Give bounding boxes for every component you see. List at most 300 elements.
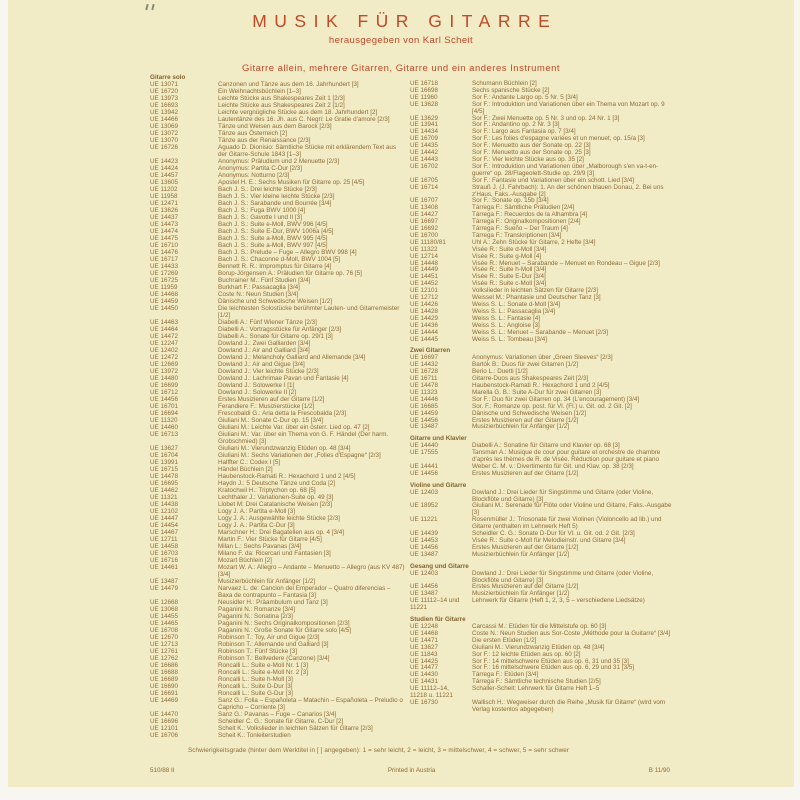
work-title: Bach J. S.: Drei leichte Stücke [2/3]: [218, 186, 317, 193]
catalog-number: UE 16717: [150, 256, 179, 263]
work-title: Scheit K.: Volkslieder in leichten Sätzen für Gitarre [2/3]: [218, 725, 373, 732]
work-title: Visée R.: Suite d-Moll [3/4]: [472, 245, 547, 253]
catalog-number: UE 13972: [150, 368, 179, 375]
work-title: Tänze aus Österreich [2]: [218, 130, 287, 137]
catalog-number: UE 14430: [410, 671, 439, 679]
catalog-entry: [150, 550, 405, 557]
catalog-number: UE 11112–14, 11218 u. 11221: [410, 685, 453, 700]
work-title: Canzonen und Tänze aus dem 16. Jahrhundert [3]: [218, 81, 359, 88]
work-title: Anonymus: Variationen über „Green Sleeves“ [2/3]: [472, 354, 613, 362]
catalog-number: UE 13068: [150, 606, 179, 613]
catalog-number: UE 12248: [410, 622, 439, 630]
catalog-number: UE 17555: [410, 449, 439, 457]
work-title: Narvaez L. de: Cancion del Emperador – Quatro diferencias – Baxa de contrapunto – Fantasia [3]: [218, 585, 391, 599]
catalog-number: UE 18952: [410, 502, 439, 510]
catalog-number: UE 14448: [410, 259, 439, 267]
work-title: Milan L.: Sechs Pavanas [3/4]: [218, 543, 302, 550]
catalog-section: [410, 348, 678, 431]
catalog-number: UE 14464: [150, 326, 179, 333]
work-title: Visée R.: Suite c-Moll für Melodieinstr. und Gitarre [3/4]: [472, 537, 626, 544]
catalog-number: UE 16700: [410, 231, 439, 239]
work-title: Coste N.: Neun Studien aus Sor-Coste „Méthode pour la Guitarre“ [3/4]: [472, 629, 671, 637]
catalog-number: UE 14460: [150, 424, 179, 431]
catalog-number: UE 16716: [150, 557, 179, 564]
catalog-entry: [150, 697, 405, 711]
catalog-entry: [410, 665, 678, 672]
page-header: [8, 0, 794, 74]
catalog-right-column: [410, 74, 678, 739]
work-title: Paganini N.: Sechs Originalkompositionen [2/3]: [218, 620, 350, 627]
catalog-number: UE 14465: [150, 620, 179, 627]
work-title: Milano F. da: Ricercari und Fantasien [3]: [218, 550, 331, 557]
catalog-number: UE 13627: [410, 643, 439, 651]
catalog-entry: [150, 88, 405, 95]
catalog-number: UE 14456: [410, 469, 439, 477]
work-title: Visée R.: Menuet – Sarabande – Menuet en Rondeau – Gigue [2/3]: [472, 259, 660, 267]
work-title: Volkslieder in leichten Sätzen für Gitarre [2/3]: [472, 287, 599, 295]
work-title: Burkhart F.: Passacaglia [3/4]: [218, 284, 300, 291]
work-title: Erstes Musizieren auf der Gitarre [1/2]: [472, 416, 579, 424]
catalog-entry: [410, 102, 678, 116]
work-title: Sor F.: Zwei Menuette op. 5 Nr. 3 und op. 24 Nr. 1 [3]: [472, 114, 620, 122]
work-title: Gitarre-Duos aus Shakespeares Zeit [2/3]: [472, 375, 589, 383]
catalog-entry: [150, 627, 405, 634]
work-title: Logy J. A.: Ausgewählte leichte Stücke [2/3]: [218, 515, 340, 522]
catalog-entry: [150, 144, 405, 158]
work-title: Apostel H. E.: Sechs Musiken für Gitarre op. 25 [4/5]: [218, 179, 365, 186]
catalog-entry: [150, 207, 405, 214]
catalog-number: UE 14472: [150, 333, 179, 340]
work-title: Sor F.: Les folies d'espagne variées et un menuet, op. 15/a [3]: [472, 135, 645, 143]
catalog-number: UE 12761: [150, 648, 179, 655]
work-title: Wallisch H.: Wegweiser durch die Reihe „Musik für Gitarre“ (wird vom Verlag kostenlos abgegeben): [472, 698, 666, 713]
work-title: Musizierbüchlein für Anfänger [1/2]: [218, 578, 315, 585]
catalog-entry: [150, 711, 405, 718]
catalog-number: UE 14457: [150, 172, 179, 179]
work-title: Bach J. S.: Fuga BWV 1000 [4]: [218, 207, 306, 214]
work-title: Robinson T.: Allemande und Galliard [3]: [218, 641, 329, 648]
work-title: Giuliani M.: Sechs Variationen der „Folies d'Espagne“ [2/3]: [218, 452, 381, 459]
work-title: Schaller-Scheit: Lehrwerk für Gitarre Heft 1–5: [472, 685, 600, 693]
catalog-entry: [150, 130, 405, 137]
catalog-number: UE 13072: [150, 130, 179, 137]
catalog-number: UE 14442: [410, 149, 439, 157]
catalog-number: UE 16688: [150, 669, 179, 676]
work-title: Sor F.: Fantasie und Variationen über ein schott. Lied [3/4]: [472, 176, 634, 184]
work-title: Lautentänze des 16. Jh. aus C. Negri: Le Gratie d'amore [2/3]: [218, 116, 390, 123]
catalog-entry: [150, 732, 405, 739]
work-title: Tárrega F.: Sämtliche technische Studien [2/5]: [472, 678, 601, 686]
catalog-number: UE 13071: [150, 81, 179, 88]
catalog-number: UE 13973: [150, 95, 179, 102]
catalog-number: UE 16699: [150, 382, 179, 389]
work-title: Logy J. A.: Partita e-Moll [3]: [218, 508, 295, 515]
catalog-number: UE 14459: [150, 298, 179, 305]
catalog-number: UE 14454: [150, 522, 179, 529]
catalog-number: UE 13487: [410, 550, 439, 558]
catalog-entry: [150, 662, 405, 669]
work-title: Bach J. S.: Suite a-Moll, BWV 995 [4/5]: [218, 235, 328, 242]
difficulty-legend: Schwierigkeitsgrade (hinter dem Werktitel in [ ] angegeben): 1 = sehr leicht, 2 = leicht, 3 = mittelschwer, 4 = schwer, 5 = sehr schwer: [188, 747, 570, 754]
work-title: Rosenmüller J.: Triosonate für zwei Violinen (Violoncello ad lib.) und Gitarre (enthalten im Lehrwerk Heft 5): [472, 516, 662, 531]
catalog-entry: [150, 620, 405, 627]
work-title: Weiss S. L.: Angloise [3]: [472, 321, 540, 329]
catalog-entry: [150, 403, 405, 410]
work-title: Dowland J.: Air and Gigue [3/4]: [218, 361, 305, 368]
catalog-number: UE 14431: [410, 678, 439, 686]
catalog-number: UE 11221: [410, 516, 438, 524]
catalog-number: UE 16691: [150, 690, 179, 697]
catalog-number: UE 16704: [150, 452, 179, 459]
catalog-number: UE 14474: [150, 228, 179, 235]
catalog-number: UE 14462: [150, 487, 179, 494]
catalog-number: UE 14446: [410, 395, 439, 403]
catalog-entry: [150, 501, 405, 508]
catalog-number: UE 14450: [150, 305, 179, 312]
work-title: Diabelli A.: Fünf Wiener Tänze [2/3]: [218, 319, 317, 326]
catalog-number: UE 12711: [150, 536, 178, 543]
catalog-number: UE 14451: [410, 273, 439, 281]
catalog-entry: [150, 361, 405, 368]
catalog-left-column: [150, 74, 405, 739]
catalog-number: UE 13626: [150, 207, 179, 214]
work-title: Llobet M: Drei Catalanische Weisen [2/3]: [218, 501, 332, 508]
section-heading: Gitarre und Klavier: [410, 435, 467, 443]
catalog-number: UE 11202: [150, 186, 178, 193]
catalog-number: UE 16714: [410, 183, 439, 191]
catalog-number: UE 16728: [410, 368, 439, 376]
work-title: Sor F.: Andante Largo op. 5 Nr. 5 [3/4]: [472, 93, 578, 101]
catalog-entry: [150, 431, 405, 445]
catalog-number: UE 14423: [150, 158, 179, 165]
catalog-entry: [150, 613, 405, 620]
work-title: Sor F.: Largo aus Fantasia op. 7 [3/4]: [472, 128, 576, 136]
catalog-number: UE 16715: [150, 466, 179, 473]
print-code: B 11/90: [648, 767, 670, 774]
catalog-entry: [150, 564, 405, 578]
catalog-number: UE 16697: [410, 354, 439, 362]
work-title: Frescobaldi G.: Aria detta la Frescobalda [2/3]: [218, 410, 347, 417]
catalog-entry: [150, 382, 405, 389]
catalog-number: UE 14452: [410, 280, 439, 288]
catalog-number: UE 14444: [410, 328, 439, 336]
catalog-number: UE 14428: [410, 307, 439, 315]
catalog-number: UE 14478: [410, 381, 439, 389]
catalog-entry: [410, 362, 678, 369]
work-title: Carcassi M.: Etüden für die Mittelstufe op. 60 [3]: [472, 622, 607, 630]
catalog-entry: [150, 368, 405, 375]
work-title: Tárrega F.: Sämtliche Präludien [2/4]: [472, 204, 575, 212]
catalog-section: [410, 617, 678, 714]
catalog-number: UE 14468: [150, 291, 179, 298]
catalog-entry: [150, 494, 405, 501]
work-title: Weiss S. L.: Menuet – Sarabande – Menuet [2/3]: [472, 328, 609, 336]
work-title: Dowland J.: Melancholy Galliard and Allemande [3/4]: [218, 354, 366, 361]
work-title: Diabelli A.: Vortragsstücke für Anfänger [2/3]: [218, 326, 342, 333]
page-footer: [150, 767, 670, 774]
catalog-number: UE 14473: [150, 221, 179, 228]
work-title: Dowland J.: Solowerke I [1]: [218, 382, 295, 389]
catalog-number: UE 16720: [150, 88, 179, 95]
catalog-number: UE 14441: [410, 462, 439, 470]
catalog-entry: [150, 214, 405, 221]
catalog-entry: [150, 445, 405, 452]
catalog-number: UE 14435: [410, 142, 439, 150]
section-heading: Gitarre solo: [150, 74, 186, 81]
work-title: Giuliani M.: Var. über ein Thema von G. F. Händel (Der harm. Grobschmied) [3]: [218, 431, 389, 445]
catalog-entry: [150, 578, 405, 585]
work-title: Scheidler C. G.: Sonate für Gitarre, C-Dur [2]: [218, 718, 344, 725]
catalog-number: UE 16713: [150, 431, 179, 438]
catalog-number: UE 16718: [410, 80, 439, 87]
catalog-entry: [150, 641, 405, 648]
work-title: Bach J. S.: Suite a-Moll, BWV 997 [4/5]: [218, 242, 328, 249]
catalog-number: UE 16701: [150, 403, 179, 410]
catalog-entry: [150, 165, 405, 172]
catalog-number: UE 14434: [410, 128, 439, 136]
work-title: Sanz G.: Pavanas – Fuge – Canarios [3/4]: [218, 711, 337, 718]
catalog-number: UE 12669: [150, 361, 179, 368]
work-title: Erstes Musizieren auf der Gitarre [1/2]: [472, 583, 579, 591]
work-title: Logy J. A.: Partita C-Dur [3]: [218, 522, 295, 529]
catalog-number: UE 14461: [150, 564, 179, 571]
work-title: Dowland J.: Vier leichte Stücke [2/3]: [218, 368, 319, 375]
catalog-entry: [410, 503, 678, 517]
work-title: Bach J. S.: Sarabande und Bourrée [3/4]: [218, 200, 332, 207]
catalog-number: UE 12471: [150, 200, 179, 207]
catalog-entry: [410, 686, 678, 700]
catalog-entry: [410, 631, 678, 638]
work-title: Mozart W. A.: Allegro – Andante – Menuetto – Allegro (aus KV 487) [3/4]: [218, 564, 405, 578]
catalog-number: UE 16692: [410, 225, 439, 233]
catalog-number: UE 11320: [150, 417, 178, 424]
catalog-number: UE 14469: [150, 697, 179, 704]
catalog-number: UE 14429: [410, 314, 439, 322]
work-title: Tansman A.: Musique de cour pour guitare et orchestre de chambre d'après les thèmes de R. de Visée. Réduction pour guitare et piano: [472, 449, 661, 464]
catalog-entry: [150, 109, 405, 116]
catalog-entry: [150, 690, 405, 697]
catalog-entry: [150, 396, 405, 403]
work-title: Sor F.: Sonate op. 15b [3/4]: [472, 197, 549, 205]
catalog-entry: [150, 200, 405, 207]
work-title: Weber C. M. v.: Divertimento für Git. und Klav. op. 38 [2/3]: [472, 462, 634, 470]
catalog-entry: [150, 473, 405, 480]
work-title: Aguado D. Dionisio: Sämtliche Stücke mit erklärendem Text aus der Gitarre-Schule 1843 [1–3]: [218, 144, 397, 158]
work-title: Sor F.: Introduktion und Variationen über ein Thema von Mozart op. 9 [4/5]: [472, 100, 665, 115]
catalog-number: UE 12101: [410, 287, 439, 295]
catalog-entry: [410, 490, 678, 504]
catalog-entry: [150, 95, 405, 102]
catalog-number: UE 13991: [150, 459, 179, 466]
catalog-entry: [150, 333, 405, 340]
catalog-entry: [410, 164, 678, 178]
catalog-number: UE 14475: [150, 235, 179, 242]
work-title: Bennett R. R.: Impromptus für Gitarre [4]: [218, 263, 332, 270]
work-title: Weiss S. L.: Passacaglia [3/4]: [472, 307, 556, 315]
page-tagline: Gitarre allein, mehrere Gitarren, Gitarre und ein anderes Instrument: [241, 63, 561, 74]
catalog-number: UE 12472: [150, 354, 179, 361]
work-title: Haubenstock-Ramati R.: Hexachord 1 und 2 [4/5]: [218, 473, 356, 480]
catalog-entry: [150, 298, 405, 305]
catalog-number: UE 14439: [410, 530, 439, 538]
work-title: Scheit K.: Tonleiterstudien: [218, 732, 291, 739]
work-title: Marella G. B.: Suite A-Dur für zwei Gitarren [3]: [472, 388, 602, 396]
catalog-section: [410, 436, 678, 477]
catalog-entry: [150, 158, 405, 165]
catalog-number: UE 14453: [410, 537, 439, 544]
catalog-entry: [150, 424, 405, 431]
catalog-entry: [150, 256, 405, 263]
catalog-entry: [150, 242, 405, 249]
work-title: Sor. F.: Romanze op. post. für Vl. (Fl.) u. Git. od. 2 Git. [2]: [472, 402, 632, 410]
catalog-entry: [150, 452, 405, 459]
work-title: Giuliani M.: Sonate C-Dur op. 15 [3/4]: [218, 417, 323, 424]
section-heading: Zwei Gitarren: [410, 347, 451, 355]
work-title: Erstes Musizieren auf der Gitarre [1/2]: [472, 543, 579, 551]
catalog-number: UE 12668: [150, 599, 179, 606]
catalog-entry: [150, 466, 405, 473]
work-title: Roncalli L.: Suite D-Dur [3]: [218, 683, 293, 690]
catalog-number: UE 12402: [150, 347, 179, 354]
catalog-number: UE 14425: [410, 657, 439, 665]
catalog-number: UE 12714: [410, 252, 439, 260]
work-title: Neusidler H.: Präambulum und Tanz [3]: [218, 599, 328, 606]
work-title: Sor F.: 16 mittelschwere Etüden aus op. 6, 29 und 31 [3/5]: [472, 664, 635, 672]
work-title: Tárrega F.: Etüden [3/4]: [472, 671, 539, 679]
work-title: Coste N.: Neun Studien [3/4]: [218, 291, 299, 298]
catalog-entry: [150, 221, 405, 228]
work-title: Erstes Musizieren auf der Gitarre [1/2]: [472, 469, 579, 477]
catalog-number: UE 13628: [410, 100, 439, 108]
work-title: Die ersten Etüden [1/2]: [472, 636, 537, 644]
catalog-entry: [150, 718, 405, 725]
catalog-entry: [150, 81, 405, 88]
catalog-number: UE 14470: [150, 711, 179, 718]
catalog-entry: [150, 270, 405, 277]
catalog-number: UE 12712: [410, 294, 439, 302]
catalog-entry: [150, 417, 405, 424]
work-title: Haubenstock-Ramati R.: Hexachord 1 und 2 [4/5]: [472, 381, 610, 389]
catalog-number: UE 16730: [410, 698, 439, 706]
catalog-number: UE 16725: [150, 277, 179, 284]
work-title: Weissel M.: Phantasie und Deutscher Tanz [3]: [472, 294, 601, 302]
section-heading: Violine und Gitarre: [410, 481, 467, 489]
work-title: Visée R.: Suite E-Dur [3/4]: [472, 273, 546, 281]
catalog-number: UE 11959: [150, 284, 178, 291]
catalog-section: [410, 564, 678, 612]
work-title: Lehrwerk für Gitarre (Heft 1, 2, 3, 5 – verschiedene Liedsätze): [472, 597, 645, 605]
catalog-number: UE 16698: [410, 86, 439, 94]
catalog-entry: [410, 571, 678, 585]
work-title: Diabelli A.: Sonate für Gitarre op. 29/1 [3]: [218, 333, 333, 340]
catalog-entry: [150, 326, 405, 333]
catalog-number: UE 16696: [150, 718, 179, 725]
catalog-number: UE 14437: [150, 214, 179, 221]
work-title: Leichte Stücke aus Shakespeares Zeit 1 [2/3]: [218, 95, 345, 102]
work-title: Berio L.: Duetti [1/2]: [472, 368, 528, 376]
work-title: Dowland J.: Air and Galliard [3/4]: [218, 347, 310, 354]
work-title: Sor F.: 12 leichte Etüden aus op. 60 [2]: [472, 650, 581, 658]
work-title: Weiss S. L.: Fantasie [4]: [472, 314, 541, 322]
catalog-number: UE 14449: [410, 266, 439, 274]
catalog-number: UE 13069: [150, 123, 179, 130]
catalog-number: UE 13942: [150, 109, 179, 116]
catalog-number: UE 14456: [410, 543, 439, 551]
catalog-entry: [150, 116, 405, 123]
catalog-entry: [150, 263, 405, 270]
work-title: Tárrega F.: Transkriptionen [3/4]: [472, 231, 562, 239]
work-title: Weiss S. L.: Tombeau [3/4]: [472, 335, 548, 343]
work-title: Ferandiere F.: Musizierstücke [1/2]: [218, 403, 315, 410]
work-title: Musizierbüchlein für Anfänger [1/2]: [472, 590, 569, 598]
catalog-number: UE 14459: [410, 409, 439, 417]
catalog-number: UE 12403: [410, 569, 439, 577]
catalog-entry: [410, 517, 678, 531]
catalog-entry: [150, 606, 405, 613]
work-title: Bach J. S.: Prelude – Fuge – Allegro BWV 998 [4]: [218, 249, 357, 256]
catalog-number: UE 13627: [150, 445, 179, 452]
catalog-number: UE 14456: [150, 396, 179, 403]
work-title: Erstes Musizieren auf der Gitarre [1/2]: [218, 396, 325, 403]
work-title: Tárrega F.: Recuerdos de la Alhambra [4]: [472, 211, 588, 219]
work-title: Tänze und Weisen aus dem Barock [2/3]: [218, 123, 332, 130]
catalog-number: UE 14479: [150, 585, 179, 592]
catalog-section: [410, 81, 678, 343]
catalog-entry: [410, 700, 678, 714]
work-title: Buchrainer M.: Fünf Studien [3/4]: [218, 277, 311, 284]
work-title: Sechs spanische Stücke [2]: [472, 86, 550, 94]
catalog-entry: [150, 655, 405, 662]
catalog-entry: [150, 515, 405, 522]
catalog-entry: [150, 228, 405, 235]
catalog-number: UE 14427: [410, 211, 439, 219]
catalog-entry: [150, 557, 405, 564]
printed-in-austria: Printed in Austria: [387, 767, 436, 774]
work-title: Strauß J. (J. Fahrbach): 1. An der schönen blauen Donau, 2. Bei uns z'Haus, Faks.-Ausgabe [2]: [472, 183, 664, 198]
catalog-number: UE 12713: [150, 641, 179, 648]
work-title: Bartók B.: Duos für zwei Gitarren [1/2]: [472, 361, 579, 369]
catalog-entry: [410, 337, 678, 344]
work-title: Tárrega F.: Sueño – Der Traum [4]: [472, 225, 568, 233]
catalog-number: UE 13629: [410, 114, 439, 122]
work-title: Scheidler C. G.: Sonate D-Dur für Vl. u. Git. od. 2 Git. [2/3]: [472, 530, 635, 538]
work-title: Robinson T.: Fünf Stücke [3]: [218, 648, 297, 655]
catalog-number: UE 14466: [150, 116, 179, 123]
catalog-number: UE 17269: [150, 270, 179, 277]
catalog-entry: [150, 669, 405, 676]
catalog-number: UE 11960: [410, 93, 438, 101]
work-title: Marschner H.: Drei Bagatellen aus op. 4 [3/4]: [218, 529, 345, 536]
work-title: Anonymus: Notturno [2/3]: [218, 172, 290, 179]
catalog-entry: [150, 459, 405, 466]
catalog-entry: [150, 305, 405, 319]
work-title: Weiss S. L.: Sonate d-Moll [3/4]: [472, 301, 561, 308]
catalog-entry: [150, 683, 405, 690]
work-title: Bach J. S.: Suite e-Moll, BWV 996 [4/5]: [218, 221, 328, 228]
catalog-number: UE 16685: [410, 402, 439, 410]
work-title: Giuliani M.: Vierundzwanzig Etüden op. 48 [3/4]: [472, 643, 605, 651]
catalog-number: UE 14468: [410, 629, 439, 637]
work-title: Paganini N.: Romanze [3/4]: [218, 606, 296, 613]
catalog-number: UE 14433: [150, 263, 179, 270]
work-title: Musizierbüchlein für Anfänger [1/2]: [472, 423, 569, 431]
catalog-entry: [410, 424, 678, 431]
work-title: Uhl A.: Zehn Stücke für Gitarre, 2 Hefte [3/4]: [472, 238, 596, 246]
work-title: Paganini N.: Große Sonate für Gitarre solo [4/5]: [218, 627, 352, 634]
work-title: Bach J. S.: Suite E-Dur, BWV 1006a [4/5]: [218, 228, 334, 235]
work-title: Leichte vergnügliche Stücke aus dem 18. Jahrhundert [2]: [218, 109, 378, 116]
catalog-number: UE 13487: [410, 590, 439, 598]
